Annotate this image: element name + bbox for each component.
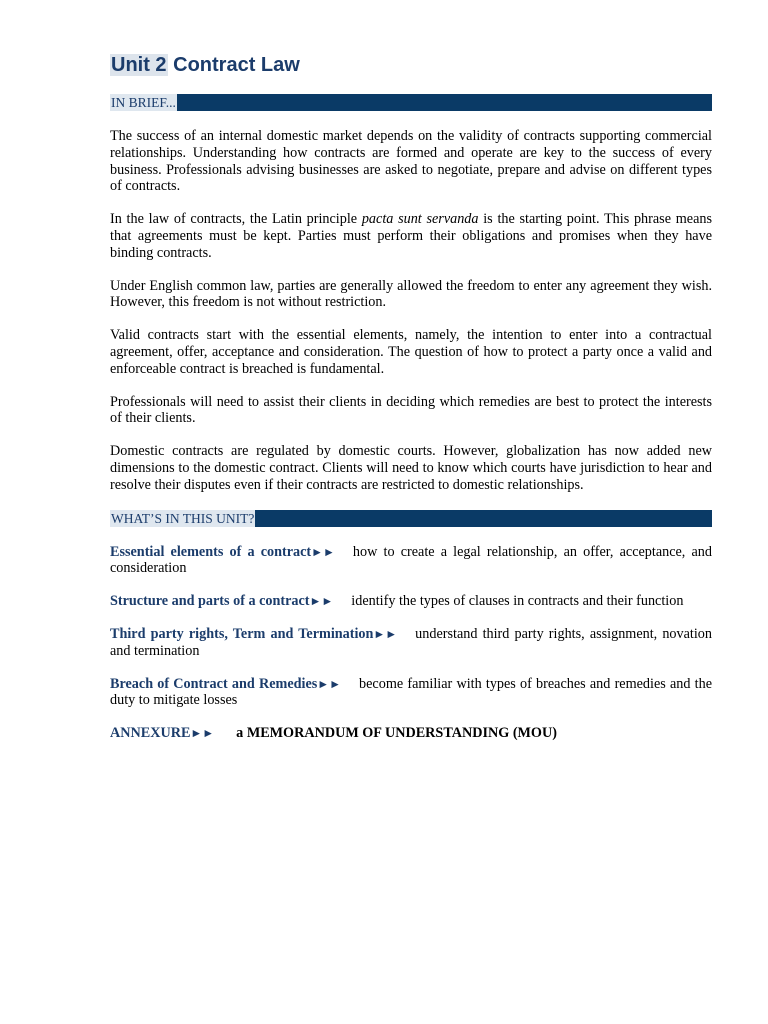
brief-paragraph-6: Domestic contracts are regulated by domestic courts. However, globalization has now added new dimensions to the domestic contract. Clients will need to know which courts have jurisdiction to hear and resolve their disputes even if their contracts are restricted to domestic relationships.: [110, 443, 712, 493]
in-brief-heading: IN BRIEF...: [111, 95, 176, 110]
whats-in-unit-section-bar: [110, 510, 712, 527]
topic-description: how to create a legal relationship, an offer, acceptance, and consideration: [110, 543, 712, 577]
topic-title: Breach of Contract and Remedies: [110, 675, 318, 692]
topic-title: Essential elements of a contract: [110, 543, 312, 560]
in-brief-section-bar: [110, 94, 712, 111]
topic-title: Third party rights, Term and Termination: [110, 625, 374, 642]
paragraph-text: In the law of contracts, the Latin principle: [110, 211, 362, 228]
document-page: [110, 52, 712, 742]
list-item: [110, 626, 712, 660]
annexure-line: [110, 725, 712, 742]
brief-paragraph-5: Professionals will need to assist their clients in deciding which remedies are best to protect the interests of their clients.: [110, 393, 712, 427]
list-item: [110, 676, 712, 710]
unit-topics-list: [110, 544, 712, 710]
arrow-right-icon: ►►: [317, 676, 342, 691]
unit-number: Unit 2: [111, 54, 167, 76]
latin-phrase: pacta sunt servanda: [361, 211, 479, 228]
brief-paragraph-2: [110, 211, 712, 261]
topic-description: understand third party rights, assignment, novation and termination: [110, 625, 712, 659]
arrow-right-icon: ►►: [309, 594, 334, 609]
arrow-right-icon: ►►: [190, 726, 215, 741]
section-bar-fill: [255, 510, 712, 527]
section-bar-fill: [177, 94, 712, 111]
brief-paragraph-1: The success of an internal domestic market depends on the validity of contracts supporting commercial relationships. Understanding how contracts are formed and operate are key to the success of every business. Professionals advising businesses are asked to negotiate, prepare and advise on different types of contracts.: [110, 128, 712, 195]
whats-in-unit-heading: WHAT’S IN THIS UNIT?: [111, 510, 255, 526]
brief-paragraph-4: Valid contracts start with the essential elements, namely, the intention to enter into a contractual agreement, offer, acceptance and consideration. The question of how to protect a party once a valid and enforceable contract is breached is fundamental.: [110, 327, 712, 377]
topic-description: become familiar with types of breaches and remedies and the duty to mitigate losses: [110, 675, 712, 709]
page-title: [110, 52, 712, 78]
arrow-right-icon: ►►: [373, 626, 398, 641]
brief-paragraph-3: Under English common law, parties are generally allowed the freedom to enter any agreement they wish. However, this freedom is not without restriction.: [110, 277, 712, 311]
list-item: [110, 593, 712, 610]
annexure-description: a MEMORANDUM OF UNDERSTANDING (MOU): [236, 725, 557, 742]
unit-name: Contract Law: [173, 54, 300, 76]
topic-description: identify the types of clauses in contracts and their function: [351, 593, 684, 610]
annexure-title: ANNEXURE: [110, 725, 191, 742]
list-item: [110, 544, 712, 578]
paragraph-text: is the starting point. This phrase means that agreements must be kept. Parties must perform their obligations and promises when they have binding contracts.: [110, 211, 712, 261]
topic-title: Structure and parts of a contract: [110, 593, 310, 610]
in-brief-body: [110, 128, 712, 494]
arrow-right-icon: ►►: [311, 544, 335, 559]
